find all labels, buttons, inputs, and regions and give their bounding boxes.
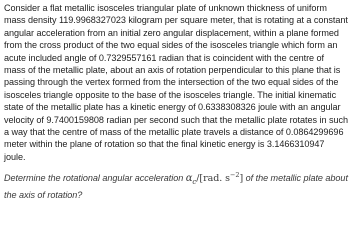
question-prefix: Determine the rotational angular acceleration bbox=[4, 173, 186, 184]
problem-statement bbox=[4, 2, 348, 201]
question-text bbox=[4, 169, 348, 201]
angular-acceleration-symbol: $\alpha_c$ bbox=[185, 173, 197, 187]
problem-text: Consider a flat metallic isosceles triangular plate of unknown thickness of uniform mass density 119.9968327023 kilogram per square meter, that is rotating at a constant angular acceleration from an initial zero angular displacement, within a plane formed from the cross product of the two equal sides of the isosceles triangle which form an acute included angle of 0.7329557161 radian that is coincident with the centre of mass of the metallic plate, about an axis of rotation perpendicular to this plane that is passing through the vertex formed from the intersection of the two equal sides of the isosceles triangle opposite to the base of the isosceles triangle. The initial kinematic state of the metallic plate has a kinetic energy of 0.6338308326 joule with an angular velocity of 9.7400159808 radian per second such that the metallic plate rotates in such a way that the centre of mass of the metallic plate travels a distance of 0.0864299696 meter within the plane of rotation so that the final kinetic energy is 3.1466310947 joule. bbox=[4, 3, 348, 162]
unit-label: /[rad. $s^{-2}$] bbox=[196, 171, 244, 185]
question-suffix: of the metallic plate about the axis of rotation? bbox=[4, 173, 348, 200]
